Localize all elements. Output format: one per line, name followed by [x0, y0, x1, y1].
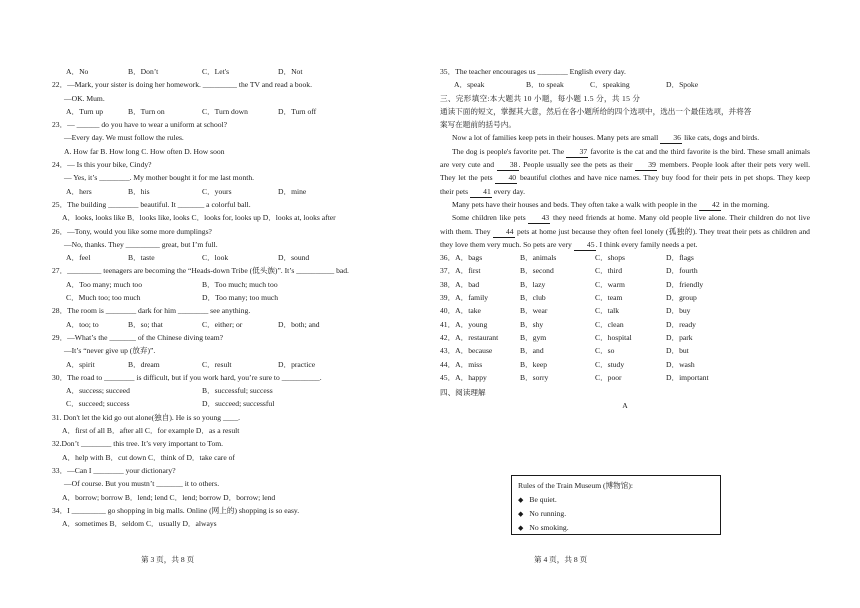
option-choice: D．mine [278, 186, 307, 196]
answer-choice: B．and [520, 346, 544, 356]
question-line: 25．The building ________ beautiful. It _______ a colorful ball. [52, 199, 251, 209]
answer-choice: D．wash [666, 359, 695, 369]
answer-choice: D．but [666, 346, 689, 356]
answer-choice: C．talk [595, 306, 620, 316]
question-line: A．help with B．cut down C．think of D．take care of [62, 452, 235, 462]
answer-choice: C．third [595, 266, 623, 276]
answer-choice: 42．A．restaurant [440, 332, 499, 342]
option-row [52, 318, 422, 331]
page-footer-right: 第 4 页，共 8 页 [534, 555, 588, 564]
option-choice: D．practice [278, 359, 316, 369]
question-line: 33．—Can I ________ your dictionary? [52, 465, 176, 475]
answer-choice: C．team [595, 293, 623, 303]
answer-choice: 43．A．because [440, 346, 493, 356]
option-choice: B．his [128, 186, 150, 196]
option-choice: A．Too many; much too [66, 279, 143, 289]
question-line: —It’s “never give up (放弃)”. [64, 346, 156, 356]
question-line: 29．—What’s the _______ of the Chinese diving team? [52, 332, 224, 342]
option-choice: B．Don’t [128, 67, 159, 76]
answer-choice: B．gym [520, 332, 547, 342]
option-row [440, 78, 810, 91]
answer-choice: C．so [595, 346, 615, 356]
blank-40: 40 [495, 172, 517, 184]
option-choice: D．both; and [278, 319, 320, 329]
option-row [52, 105, 422, 118]
question-line: 28．The room is ________ dark for him ________ see anything. [52, 306, 251, 316]
question-line: A．sometimes B．seldom C．usually D．always [62, 519, 217, 529]
question-line: A．first of all B．after all C．for example D．as a result [62, 426, 240, 436]
option-choice: A．too; to [66, 319, 99, 329]
option-choice: C．result [202, 359, 232, 369]
option-choice: C．yours [202, 186, 232, 196]
question-line: 35．The teacher encourages us ________ English every day. [440, 67, 626, 76]
diamond-bullet-icon: ◆ [518, 524, 524, 532]
option-choice: C．either; or [202, 319, 243, 329]
answer-choice: D．park [666, 332, 693, 342]
answer-choice: D．buy [666, 306, 691, 316]
section4-heading: 四、阅读理解 [440, 388, 486, 398]
blank-45: 45 [574, 239, 596, 251]
blank-37: 37 [566, 146, 588, 158]
option-choice: A．Turn up [66, 106, 104, 116]
rule-item: ◆ No smoking. [518, 523, 569, 532]
answer-choice: 39．A．family [440, 293, 489, 303]
left-column [52, 65, 422, 530]
option-choice: D．Spoke [666, 80, 699, 90]
rule-item: ◆ Be quiet. [518, 495, 557, 504]
answer-choice: C．poor [595, 372, 622, 382]
option-choice: D．Not [278, 67, 303, 76]
answer-choice: 37．A．first [440, 266, 481, 276]
answer-choice: C．study [595, 359, 625, 369]
answer-row [440, 331, 810, 344]
answer-row [440, 318, 810, 331]
option-row [52, 358, 422, 371]
question-line: —No, thanks. They _________ great, but I’m full. [64, 239, 218, 249]
answer-row [440, 358, 810, 371]
option-choice: C．Much too; too much [66, 293, 141, 303]
blank-44: 44 [493, 226, 515, 238]
answer-choice: B．wear [520, 306, 548, 316]
question-line: —Of course. But you mustn’t _______ it to others. [64, 479, 220, 489]
answer-choice: C．shops [595, 253, 625, 263]
answer-choice: 45．A．happy [440, 372, 487, 382]
question-line: 27．_________ teenagers are becoming the “Heads-down Tribe (低头族)”. It’s __________ bad. [52, 266, 349, 276]
option-choice: D．Too many; too much [202, 293, 279, 303]
answer-row [440, 278, 810, 291]
answer-choice: B．second [520, 266, 554, 276]
answer-choice: 44．A．miss [440, 359, 483, 369]
option-row [52, 65, 422, 78]
blank-42: 42 [699, 199, 721, 211]
answer-choice: B．club [520, 293, 546, 303]
option-choice: A．speak [454, 80, 485, 90]
option-choice: B．Turn on [128, 106, 165, 116]
option-choice: A．success; succeed [66, 386, 130, 396]
right-column [440, 65, 810, 413]
blank-38: 38 [497, 159, 519, 171]
cloze-paragraph-1: Now a lot of families keep pets in their houses. Many pets are small 36 like cats, dogs and birds. [452, 133, 760, 143]
diamond-bullet-icon: ◆ [518, 496, 524, 504]
answer-choice: C．warm [595, 279, 625, 289]
answer-choice: D．important [666, 372, 709, 382]
option-choice: B．so; that [128, 319, 163, 329]
question-line: 22．—Mark, your sister is doing her homework. _________ the TV and read a book. [52, 80, 312, 90]
option-choice: A．hers [66, 186, 92, 196]
blank-39: 39 [635, 159, 657, 171]
answer-row [440, 251, 810, 264]
option-choice: D．Turn off [278, 106, 317, 116]
option-choice: C．succeed; success [66, 399, 130, 409]
answer-choice: C．hospital [595, 332, 632, 342]
question-line: 23．— ______ do you have to wear a uniform at school? [52, 120, 228, 130]
option-choice: B．to speak [526, 80, 564, 90]
answer-choice: D．group [666, 293, 697, 303]
option-row [52, 251, 422, 264]
answer-choice: B．shy [520, 319, 544, 329]
option-choice: C．speaking [590, 80, 630, 90]
answer-choice: B．lazy [520, 279, 546, 289]
answer-row [440, 371, 810, 384]
answer-choice: 36．A．bags [440, 253, 483, 263]
answer-choice: D．flags [666, 253, 694, 263]
option-choice: B．dream [128, 359, 160, 369]
question-line: 32.Don’t ________ this tree. It’s very important to Tom. [52, 439, 224, 449]
passage-a-label: A [622, 401, 628, 411]
question-line: 26．—Tony, would you like some more dumplings? [52, 226, 212, 236]
question-line: 31. Don't let the kid go out alone(独自). He is so young ____. [52, 412, 241, 422]
answer-options [440, 251, 810, 384]
option-choice: B．Too much; much too [202, 279, 278, 289]
answer-choice: D．fourth [666, 266, 698, 276]
option-row [52, 397, 422, 410]
option-choice: C．Turn down [202, 106, 248, 116]
cloze-paragraph-4: Some children like pets 43 they need friends at home. Many old people live alone. Their children do not live with them. They 44 pets at home just because they often feel lonely (孤独的). They treat their pets as children and they love them very much. So pets are very 45. I think every family needs a pet. [440, 213, 810, 249]
blank-43: 43 [528, 212, 550, 224]
answer-choice: 40．A．take [440, 306, 481, 316]
rules-title: Rules of the Train Museum (博物馆): [518, 481, 633, 490]
question-line: A．borrow; borrow B．lend; lend C．lend; borrow D．borrow; lend [62, 492, 276, 502]
answer-choice: D．ready [666, 319, 696, 329]
cloze-paragraph-3: Many pets have their houses and beds. They often take a walk with people in the 42 in the morning. [452, 199, 770, 209]
option-choice: C．Let's [202, 67, 230, 76]
answer-choice: B．sorry [520, 372, 549, 382]
question-line: A. How far B. How long C. How often D. How soon [64, 146, 225, 156]
option-choice: D．succeed; successful [202, 399, 275, 409]
answer-choice: 41．A．young [440, 319, 488, 329]
cloze-paragraph-2: The dog is people's favorite pet. The 37 favorite is the cat and the third favorite is the bird. These small animals are very cute and 38. People usually see the pets as their 39 members. People look after their pets very well. They let the pets 40 beautiful clothes and have nice names. They buy food for their pets in pet shops. They keep their pets 41 every day. [440, 146, 810, 196]
answer-choice: B．animals [520, 253, 557, 263]
blank-36: 36 [660, 132, 682, 144]
question-line: —Every day. We must follow the rules. [64, 133, 184, 143]
answer-row [440, 264, 810, 277]
option-row [52, 291, 422, 304]
option-row [52, 185, 422, 198]
question-line: — Yes, it’s ________. My mother bought it for me last month. [64, 173, 255, 183]
page-footer-left: 第 3 页，共 8 页 [141, 555, 195, 564]
diamond-bullet-icon: ◆ [518, 510, 524, 518]
right-top-questions [440, 65, 810, 131]
question-line: 案写在题前的括号内。 [440, 120, 516, 130]
question-line: 30．The road to ________ is difficult, but if you work hard, you’re sure to __________. [52, 372, 322, 382]
option-choice: A．No [66, 67, 89, 76]
option-row [52, 278, 422, 291]
rule-item: ◆ No running. [518, 509, 567, 518]
museum-rules-box [511, 475, 721, 535]
question-line: —OK. Mum. [64, 93, 105, 103]
answer-choice: 38．A．bad [440, 279, 480, 289]
option-choice: B．successful; success [202, 386, 273, 396]
answer-row [440, 304, 810, 317]
answer-choice: D．friendly [666, 279, 704, 289]
option-choice: A．feel [66, 253, 91, 263]
option-choice: B．taste [128, 253, 155, 263]
option-choice: D．sound [278, 253, 310, 263]
question-line: 34．I _________ go shopping in big malls. Online (网上的) shopping is so easy. [52, 505, 300, 515]
answer-choice: B．keep [520, 359, 547, 369]
blank-41: 41 [470, 186, 492, 198]
question-line: 三、完形填空:本大题共 10 小题，每小题 1.5 分，共 15 分 [440, 93, 641, 103]
question-line: 通读下面的短文，掌握其大意，然后在各小题所给的四个选项中，选出一个最佳选项，并将答 [440, 106, 752, 116]
question-line: 24．— Is this your bike, Cindy? [52, 160, 152, 170]
question-line: A．looks, looks like B．looks like, looks C．looks for, looks up D．looks at, looks after [62, 213, 336, 223]
answer-row [440, 344, 810, 357]
answer-choice: C．clean [595, 319, 624, 329]
option-choice: A．spirit [66, 359, 95, 369]
answer-row [440, 291, 810, 304]
option-choice: C．look [202, 253, 229, 263]
option-row [52, 384, 422, 397]
